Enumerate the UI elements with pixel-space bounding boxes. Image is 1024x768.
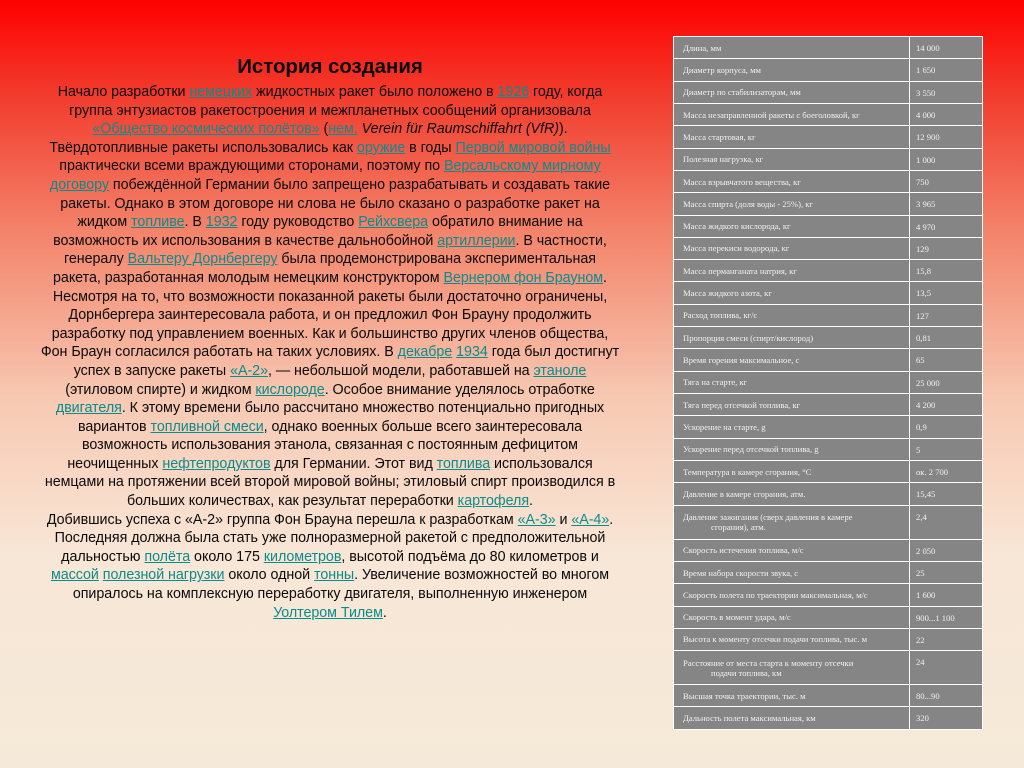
spec-value: 4 200 [910, 394, 983, 416]
article-link[interactable]: «Общество космических полётов» [92, 121, 320, 138]
article-link[interactable]: оружие [356, 139, 406, 156]
spec-label-text: Пропорция смеси (спирт/кислород) [683, 332, 814, 343]
spec-label [674, 148, 910, 170]
spec-label [674, 237, 910, 259]
article-link[interactable]: километров [263, 548, 342, 565]
spec-label-text: Масса перекиси водорода, кг [683, 243, 790, 254]
specs-row [674, 561, 983, 583]
article-link[interactable]: декабре [397, 344, 453, 361]
spec-label [674, 685, 910, 707]
spec-label [674, 707, 910, 730]
specs-row [674, 103, 983, 125]
article-text: году руководство [237, 214, 359, 231]
spec-label [674, 260, 910, 282]
spec-label-text: Давление в камере сгорания, атм. [683, 488, 806, 499]
specs-row [674, 81, 983, 103]
spec-value: 320 [910, 707, 983, 730]
spec-label-text: Время горения максимальное, с [683, 355, 800, 366]
article-text: и [555, 511, 572, 528]
spec-label [674, 394, 910, 416]
article-text: около одной [224, 567, 314, 584]
article-link[interactable]: топливной смеси [150, 418, 264, 435]
spec-label [674, 170, 910, 192]
specs-row [674, 193, 983, 215]
article-paragraph [40, 511, 620, 623]
article-text: (этиловом спирте) и жидком [65, 381, 256, 398]
article-text: обратило внимание на возможность их использования в качестве дальнобойной [53, 214, 583, 249]
spec-value: ок. 2 700 [910, 460, 983, 482]
spec-label-text: Ускорение на старте, g [683, 421, 766, 432]
spec-label-text: Масса жидкого кислорода, кг [683, 221, 791, 232]
article-link[interactable]: Рейхсвера [358, 214, 429, 231]
article-text: ( [319, 121, 329, 138]
specs-row [674, 215, 983, 237]
spec-label-text: Масса взрывчатого вещества, кг [683, 176, 801, 187]
spec-label [674, 416, 910, 438]
specs-row [674, 584, 983, 606]
spec-label [674, 505, 910, 539]
spec-label-text: сгорания), атм. [711, 522, 766, 533]
article-link[interactable]: картофеля [457, 493, 530, 510]
article-link[interactable]: двигателя [55, 400, 122, 417]
article-link[interactable]: Вернером фон Брауном [443, 269, 604, 286]
spec-label-text: подачи топлива, км [711, 667, 782, 678]
spec-label [674, 584, 910, 606]
spec-value: 5 [910, 438, 983, 460]
specs-row [674, 371, 983, 393]
spec-label [674, 483, 910, 505]
article-link[interactable]: Первой мировой войны [455, 139, 611, 156]
article-link[interactable]: Версальскому мирному договору [49, 158, 601, 193]
article-link[interactable]: Вальтеру Дорнбергеру [127, 251, 278, 268]
specs-row [674, 59, 983, 81]
article-link[interactable]: нем. [328, 121, 358, 138]
article-text: , — небольшой модели, работавшей на [267, 362, 534, 379]
specs-row [674, 237, 983, 259]
spec-label [674, 193, 910, 215]
specs-row [674, 606, 983, 628]
spec-label-text: Высота к моменту отсечки подачи топлива, тыс. м [683, 634, 868, 645]
specs-row [674, 685, 983, 707]
specs-row [674, 37, 983, 59]
specs-row [674, 170, 983, 192]
specs-row [674, 260, 983, 282]
article-paragraph [40, 83, 620, 511]
spec-label [674, 37, 910, 59]
spec-label [674, 282, 910, 304]
specs-row [674, 327, 983, 349]
article-link[interactable]: полёта [144, 548, 191, 565]
article-text: года был достигнут успех в запуске ракеты [73, 344, 620, 379]
spec-value: 1 600 [910, 584, 983, 606]
article-link[interactable]: артиллерии [437, 232, 516, 249]
spec-value: 12 900 [910, 126, 983, 148]
specs-row [674, 349, 983, 371]
spec-value: 1 650 [910, 59, 983, 81]
specs-row [674, 416, 983, 438]
article-text: . Особое внимание уделялось отработке [324, 381, 595, 398]
article-text: ). Твёрдотопливные ракеты использовались как [49, 121, 568, 156]
article-text: году, когда группа энтузиастов ракетостроения и межпланетных сообщений организовала [69, 84, 603, 119]
spec-label-text: Время набора скорости звука, с [683, 567, 799, 578]
spec-value: 80...90 [910, 685, 983, 707]
specs-row [674, 707, 983, 730]
specs-row [674, 539, 983, 561]
article-text: использовался немцами на протяжении всей второй мировой войны; этиловый спирт производился в больших количествах, как результат переработки [44, 455, 616, 510]
spec-label [674, 59, 910, 81]
article-title: История создания [237, 55, 423, 78]
article-link[interactable]: «А-3» [517, 511, 556, 528]
article-text: в годы [405, 139, 456, 156]
spec-label-text: Тяга на старте, кг [683, 377, 748, 388]
spec-label [674, 539, 910, 561]
specs-row [674, 438, 983, 460]
spec-label [674, 438, 910, 460]
specs-row [674, 148, 983, 170]
spec-value: 4 970 [910, 215, 983, 237]
spec-value: 0,9 [910, 416, 983, 438]
spec-label-text: Масса спирта (доля воды - 25%), кг [683, 198, 813, 209]
specs-row [674, 483, 983, 505]
spec-label [674, 349, 910, 371]
specs-table [673, 36, 983, 730]
article-text: . Увеличение возможностей во многом опиралось на комплексную переработку двигателя, выполненную инженером [72, 567, 610, 603]
specs-row [674, 505, 983, 539]
article-link[interactable]: Уолтером Тилем [273, 604, 383, 621]
spec-label-text: Диаметр по стабилизаторам, мм [683, 87, 801, 98]
spec-label-text: Масса незаправленной ракеты с боеголовкой, кг [683, 109, 860, 120]
spec-label [674, 126, 910, 148]
spec-value: 15,8 [910, 260, 983, 282]
article-text: . [382, 604, 387, 621]
article-text: . Последняя должна была стать уже полноразмерной ракетой с предположительной дальностью [54, 511, 614, 565]
spec-value: 127 [910, 304, 983, 326]
article-text: побеждённой Германии было запрещено разрабатывать и создавать такие ракеты. Однако в этом договоре ни слова не было сказано о разработке ракет на жидком [60, 176, 611, 231]
article-link[interactable]: этаноле [533, 362, 587, 379]
article-link[interactable]: 1926 [497, 84, 530, 100]
article-text: . В [184, 214, 206, 231]
article-text: около 175 [190, 548, 264, 565]
article-text: , высотой подъёма до 80 километров и [341, 548, 599, 565]
article-text: жидкостных ракет было положено в [252, 84, 498, 100]
article-link[interactable]: топливе [131, 214, 185, 231]
spec-label-text: Скорость в момент удара, м/с [683, 612, 791, 623]
article-text: . К этому времени было рассчитано множество потенциально пригодных вариантов [77, 400, 605, 435]
spec-value: 2 050 [910, 539, 983, 561]
spec-value: 14 000 [910, 37, 983, 59]
spec-label [674, 606, 910, 628]
article-link[interactable]: «А-4» [571, 511, 610, 528]
spec-label [674, 304, 910, 326]
spec-label-text: Масса жидкого азота, кг [683, 288, 772, 299]
spec-value: 1 000 [910, 148, 983, 170]
spec-label [674, 628, 910, 650]
spec-value: 129 [910, 237, 983, 259]
article-link[interactable]: кислороде [255, 381, 325, 398]
spec-label [674, 651, 910, 685]
spec-label-text: Расход топлива, кг/с [683, 310, 758, 321]
spec-value: 15,45 [910, 483, 983, 505]
article-link[interactable]: тонны [314, 567, 355, 584]
article-text: Начало разработки [57, 84, 190, 100]
spec-label [674, 81, 910, 103]
specs-row [674, 394, 983, 416]
spec-label [674, 215, 910, 237]
article-text-italic: Verein für Raumschiffahrt (VfR) [361, 121, 559, 138]
spec-label [674, 460, 910, 482]
specs-row [674, 651, 983, 685]
spec-label [674, 371, 910, 393]
article-link[interactable]: 1934 [456, 344, 488, 361]
spec-label-text: Температура в камере сгорания, °C [683, 466, 812, 477]
spec-value: 65 [910, 349, 983, 371]
article-link[interactable]: нефтепродуктов [162, 455, 271, 472]
article-text: . [529, 493, 533, 510]
spec-value: 24 [910, 651, 983, 685]
spec-label-text: Дальность полета максимальная, км [683, 713, 816, 724]
spec-value: 13,5 [910, 282, 983, 304]
spec-value: 25 000 [910, 371, 983, 393]
spec-value: 25 [910, 561, 983, 583]
article-text: практически всеми враждующими сторонами, поэтому по [59, 158, 444, 175]
spec-value: 900...1 100 [910, 606, 983, 628]
spec-value: 0,81 [910, 327, 983, 349]
spec-value: 3 550 [910, 81, 983, 103]
spec-label-text: Тяга перед отсечкой топлива, кг [683, 399, 801, 410]
specs-row [674, 628, 983, 650]
spec-label [674, 103, 910, 125]
article-text: Добившись успеха с «А-2» группа Фон Брауна перешла к разработкам [46, 511, 518, 528]
article-text: была продемонстрирована экспериментальная ракета, разработанная молодым немецким конструктором [53, 251, 596, 286]
spec-label-text: Давление зажигания (сверх давления в камере [683, 512, 853, 523]
specs-row [674, 460, 983, 482]
spec-value: 4 000 [910, 103, 983, 125]
article-link[interactable]: топлива [436, 455, 491, 472]
article-text: . Несмотря на то, что возможности показанной ракеты были достаточно ограничены, Дорнбергера заинтересовала работа, и он предложил Фон Брауну продолжить разработку под управлением военных. Как и большинство других членов общества, Фон Браун согласился работать на таких условиях. В [40, 269, 609, 361]
specs-row [674, 304, 983, 326]
spec-label-text: Диаметр корпуса, мм [683, 64, 761, 75]
spec-label-text: Полезная нагрузка, кг [683, 154, 764, 165]
article-text: для Германии. Этот вид [270, 455, 437, 472]
spec-label-text: Скорость истечения топлива, м/с [683, 545, 804, 556]
spec-value: 750 [910, 170, 983, 192]
specs-table-panel [673, 36, 982, 730]
spec-label [674, 327, 910, 349]
article [40, 54, 620, 622]
spec-label-text: Высшая точка траектории, тыс. м [683, 690, 806, 701]
article-text: , однако военных больше всего заинтересовала возможность использования этанола, связанная с постоянным дефицитом неочищенных [67, 418, 583, 472]
spec-label [674, 561, 910, 583]
spec-label-text: Масса перманганата натрия, кг [683, 265, 797, 276]
spec-label-text: Расстояние от места старта к моменту отсечки [683, 657, 854, 668]
spec-label-text: Масса стартовая, кг [683, 131, 756, 142]
article-link[interactable]: немецких [189, 84, 253, 100]
article-text: . В частности, генералу [64, 232, 607, 268]
article-link[interactable]: 1932 [205, 214, 238, 231]
spec-label-text: Ускорение перед отсечкой топлива, g [683, 444, 819, 455]
spec-label-text: Скорость полета по траектории максимальная, м/с [683, 589, 868, 600]
spec-value: 3 965 [910, 193, 983, 215]
article-link[interactable]: полезной нагрузки [102, 567, 225, 584]
specs-row [674, 126, 983, 148]
article-link[interactable]: массой [50, 567, 99, 584]
specs-row [674, 282, 983, 304]
spec-value: 2,4 [910, 505, 983, 539]
spec-label-text: Длина, мм [683, 42, 722, 53]
spec-value: 22 [910, 628, 983, 650]
article-link[interactable]: «А-2» [230, 362, 268, 379]
